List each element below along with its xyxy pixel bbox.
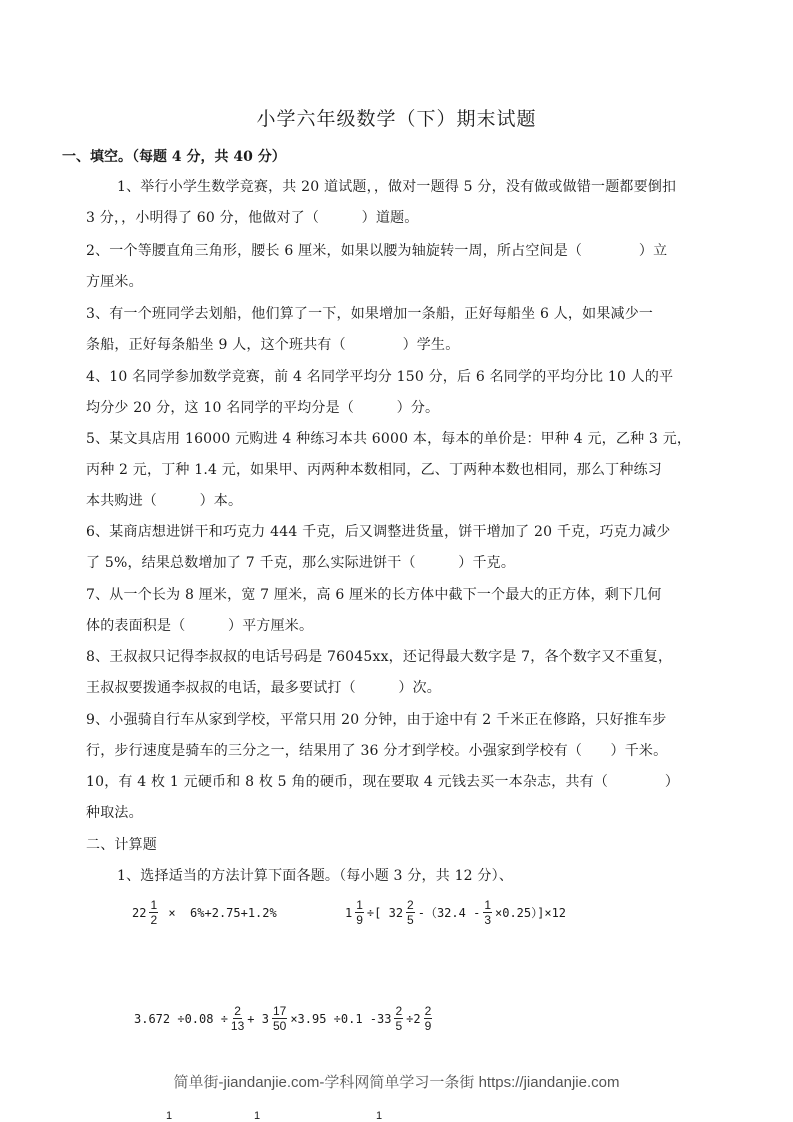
numerator: 1 — [356, 898, 363, 912]
numerator: 17 — [272, 1004, 287, 1018]
question-4-line-1: 4、10 名同学参加数学竞赛，前 4 名同学平均分 150 分，后 6 名同学的平均分比 10 人的平 — [86, 369, 674, 385]
question-6-line-1: 6、某商店想进饼干和巧克力 444 千克，后又调整进货量，饼干增加了 20 千克，巧克力减少 — [86, 524, 671, 540]
numerator: 1 — [484, 898, 491, 912]
question-9-line-1: 9、小强骑自行车从家到学校，平常只用 20 分钟，由于途中有 2 千米正在修路，只好推车步 — [86, 712, 667, 728]
cut-off-numerator: 1 — [166, 1110, 173, 1122]
question-10-line-1: 10，有 4 枚 1 元硬币和 8 枚 5 角的硬币，现在要取 4 元钱去买一本杂志，共有（ ） — [86, 774, 680, 790]
denominator: 13 — [230, 1019, 245, 1033]
question-2-line-1: 2、一个等腰直角三角形，腰长 6 厘米，如果以腰为轴旋转一周，所占空间是（ ）立 — [86, 243, 668, 259]
question-7-line-1: 7、从一个长为 8 厘米，宽 7 厘米，高 6 厘米的长方体中截下一个最大的正方体，剩下几何 — [86, 587, 662, 603]
question-10-line-2: 种取法。 — [86, 805, 143, 821]
question-3-line-2: 条船，正好每条船坐 9 人，这个班共有（ ）学生。 — [86, 337, 460, 353]
fraction — [149, 898, 158, 927]
expr-text: ×0.25）]×12 — [495, 906, 567, 920]
question-5-line-1: 5、某文具店用 16000 元购进 4 种练习本共 6000 本，每本的单价是：甲种 4 元，乙种 3 元， — [86, 431, 692, 447]
numerator: 2 — [395, 1004, 403, 1018]
page-title: 小学六年级数学（下）期末试题 — [256, 108, 537, 130]
question-5-line-3: 本共购进（ ）本。 — [86, 493, 243, 509]
expr-text: ÷2 — [406, 1011, 421, 1026]
numerator: 2 — [424, 1004, 432, 1018]
numerator: 2 — [407, 898, 414, 912]
fraction — [424, 1004, 433, 1033]
cut-off-numerator: 1 — [254, 1110, 261, 1122]
section-1-heading: 一、填空。（每题 4 分，共 40 分） — [62, 149, 286, 165]
fraction — [231, 1004, 244, 1033]
expr-text: 1 — [345, 905, 353, 920]
question-4-line-2: 均分少 20 分，这 10 名同学的平均分是（ ）分。 — [86, 400, 440, 416]
denominator: 3 — [484, 913, 491, 927]
expr-text: ×3.95 ÷0.1 -33 — [290, 1011, 392, 1026]
question-1-line-1: 1、举行小学生数学竞赛，共 20 道试题，，做对一题得 5 分，没有做或做错一题都要倒扣 — [117, 179, 677, 195]
question-5-line-2: 丙种 2 元，丁种 1.4 元，如果甲、丙两种本数相同，乙、丁两种本数也相同，那么丁种练习 — [86, 462, 662, 478]
watermark-footer: 简单街-jiandanjie.com-学科网简单学习一条街 https://jiandanjie.com — [173, 1074, 620, 1091]
fraction — [355, 898, 364, 927]
section-2-subheading: 1、选择适当的方法计算下面各题。（每小题 3 分，共 12 分）、 — [117, 868, 514, 884]
denominator: 9 — [356, 913, 363, 927]
question-6-line-2: 了 5%，结果总数增加了 7 千克，那么实际进饼干（ ）千克。 — [86, 555, 516, 571]
fraction — [394, 1004, 403, 1033]
fraction — [406, 898, 415, 927]
question-8-line-1: 8、王叔叔只记得李叔叔的电话号码是 76045xx，还记得最大数字是 7，各个数字又不重复， — [86, 649, 673, 665]
fraction — [483, 898, 492, 927]
expr-text: 3.672 ÷0.08 ÷ — [134, 1011, 228, 1026]
expr-text: + 3 — [247, 1011, 269, 1026]
expression-2 — [345, 898, 566, 927]
denominator: 5 — [395, 1019, 403, 1033]
question-1-line-2: 3 分，，小明得了 60 分，他做对了（ ）道题。 — [86, 210, 419, 226]
question-3-line-1: 3、有一个班同学去划船，他们算了一下，如果增加一条船，正好每船坐 6 人，如果减少一 — [86, 306, 654, 322]
expression-1 — [132, 898, 277, 927]
numerator: 1 — [150, 898, 158, 912]
denominator: 2 — [150, 913, 158, 927]
expr-text: 22 — [132, 905, 147, 920]
fraction — [272, 1004, 287, 1033]
expr-text: × 6%+2.75+1.2% — [161, 905, 277, 920]
question-9-line-2: 行，步行速度是骑车的三分之一，结果用了 36 分才到学校。小强家到学校有（ ）千米。 — [86, 743, 668, 759]
denominator: 9 — [424, 1019, 432, 1033]
question-8-line-2: 王叔叔要拨通李叔叔的电话，最多要试打（ ）次。 — [86, 680, 441, 696]
expr-text: -（32.4 - — [417, 906, 481, 920]
question-7-line-2: 体的表面积是（ ）平方厘米。 — [86, 618, 314, 634]
expr-text: ÷[ 32 — [366, 905, 404, 920]
section-2-heading: 二、计算题 — [86, 837, 157, 853]
expression-3 — [134, 1004, 435, 1033]
numerator: 2 — [234, 1004, 241, 1018]
cut-off-numerator: 1 — [376, 1110, 383, 1122]
denominator: 5 — [407, 913, 414, 927]
question-2-line-2: 方厘米。 — [86, 274, 143, 290]
denominator: 50 — [272, 1019, 287, 1033]
